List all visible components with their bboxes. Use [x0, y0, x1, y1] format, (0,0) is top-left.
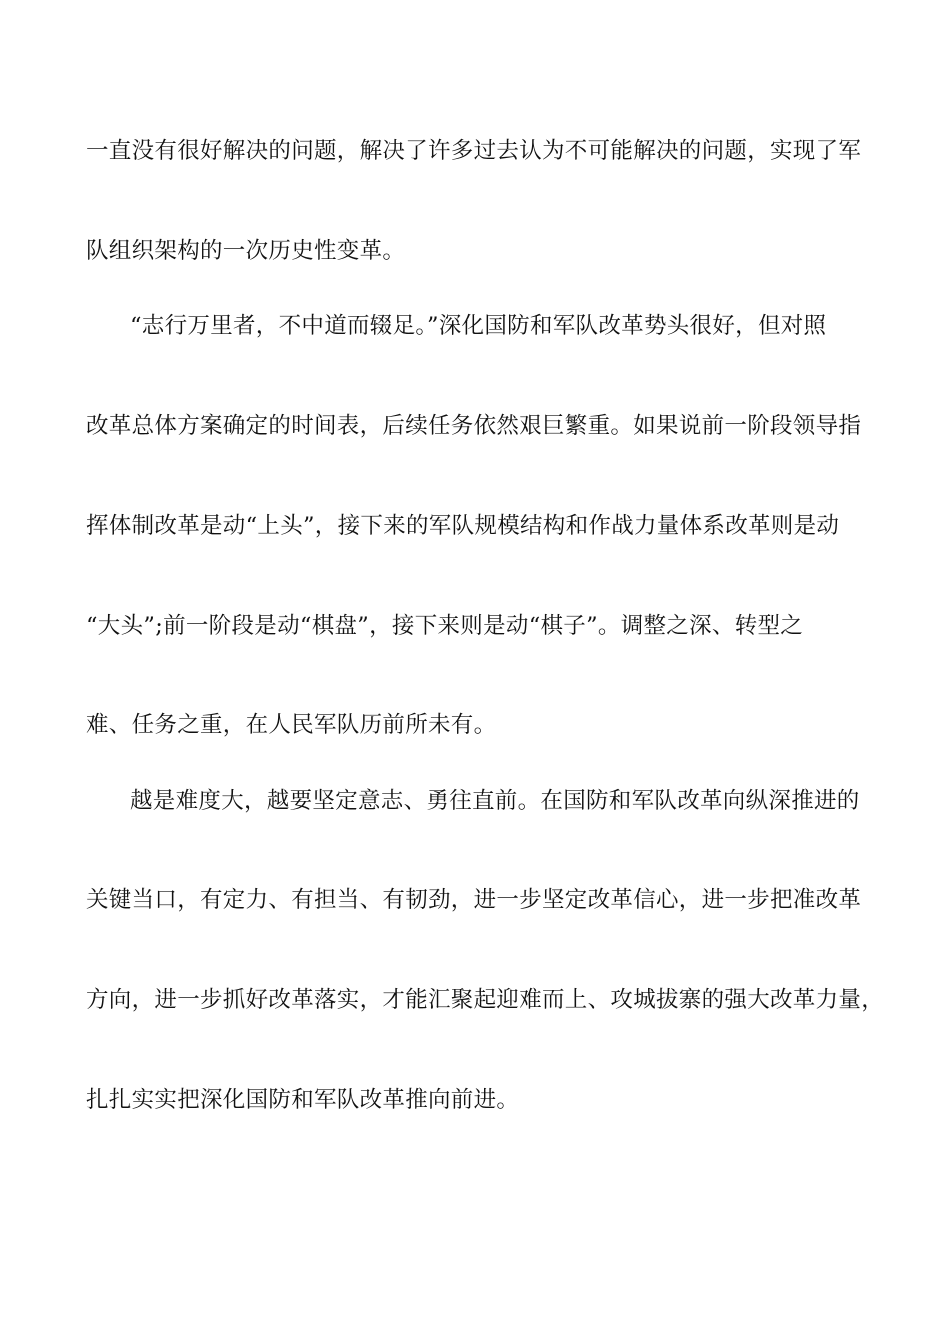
text-line: 挥体制改革是动“上头”，接下来的军队规模结构和作战力量体系改革则是动: [86, 513, 840, 539]
text-line: “大头”;前一阶段是动“棋盘”，接下来则是动“棋子”。调整之深、转型之: [86, 613, 804, 639]
text-line: 扎扎实实把深化国防和军队改革推向前进。: [86, 1087, 520, 1113]
text-line: 改革总体方案确定的时间表，后续任务依然艰巨繁重。如果说前一阶段领导指: [86, 413, 862, 439]
text-line: 队组织架构的一次历史性变革。: [86, 238, 406, 264]
text-line: “志行万里者，不中道而辍足。”深化国防和军队改革势头很好，但对照: [130, 313, 827, 339]
text-line: 越是难度大，越要坚定意志、勇往直前。在国防和军队改革向纵深推进的: [130, 788, 860, 814]
text-line: 一直没有很好解决的问题，解决了许多过去认为不可能解决的问题，实现了军: [86, 138, 862, 164]
text-line: 难、任务之重，在人民军队历前所未有。: [86, 712, 497, 738]
text-line: 关键当口，有定力、有担当、有韧劲，进一步坚定改革信心，进一步把准改革: [86, 887, 862, 913]
text-line: 方向，进一步抓好改革落实，才能汇聚起迎难而上、攻城拔寨的强大改革力量，: [86, 987, 885, 1013]
